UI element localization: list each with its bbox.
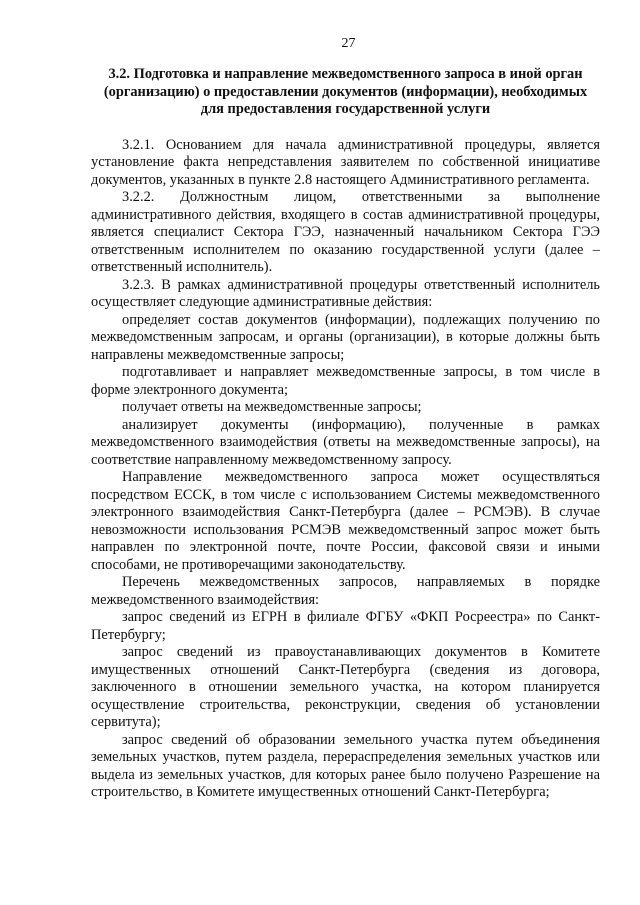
document-body	[91, 137, 600, 802]
list-item-prepare-requests: подготавливает и направляет межведомственные запросы, в том числе в форме электронного документа;	[91, 364, 600, 398]
list-item-receive-answers: получает ответы на межведомственные запросы;	[122, 399, 422, 415]
list-item-determine-documents: определяет состав документов (информации), подлежащих получению по межведомственным запросам, и органы (организации), в которые должны быть направлены межведомственные запросы;	[91, 311, 600, 363]
section-title: 3.2. Подготовка и направление межведомственного запроса в иной орган (организацию) о предоставлении документов (информации), необходимых для предоставления государственной услуги	[103, 66, 588, 117]
list-item-land-plot-request: запрос сведений об образовании земельного участка путем объединения земельных участков, путем раздела, перераспределения земельных участков или выдела из земельных участков, для которых ранее было получено Разрешение на строительство, в Комитете имущественных отношений Санкт-Петербурга;	[91, 731, 600, 800]
page-number: 27	[341, 36, 356, 51]
paragraph-3-2-2: 3.2.2. Должностным лицом, ответственными за выполнение административного действия, входящего в состав административной процедуры, является специалист Сектора ГЭЭ, назначенный начальником Сектора ГЭЭ ответственным исполнителем по оказанию государственной услуги (далее – ответственный исполнитель).	[91, 189, 600, 275]
list-item-analyze-documents: анализирует документы (информацию), полученные в рамках межведомственного взаимодействия (ответы на межведомственные запросы), на соответствие направленному межведомственному запросу.	[91, 416, 600, 468]
paragraph-request-channels: Направление межведомственного запроса может осуществляться посредством ЕССК, в том числе с использованием Системы межведомственного электронного взаимодействия Санкт-Петербурга (далее – РСМЭВ). В случае невозможности использования РСМЭВ межведомственный запрос может быть направлен по электронной почте, почте России, факсовой связи и иными способами, не противоречащими законодательству.	[91, 469, 600, 573]
paragraph-request-list-intro: Перечень межведомственных запросов, направляемых в порядке межведомственного взаимодействия:	[91, 574, 600, 608]
list-item-title-documents-request: запрос сведений из правоустанавливающих документов в Комитете имущественных отношений Санкт-Петербурга (сведения из договора, заключенного в отношении земельного участка, на котором планируется осуществление строительства, реконструкции, сведения об установлении сервитута);	[91, 644, 600, 730]
paragraph-3-2-3: 3.2.3. В рамках административной процедуры ответственный исполнитель осуществляет следующие административные действия:	[91, 276, 600, 310]
paragraph-3-2-1: 3.2.1. Основанием для начала административной процедуры, является установление факта непредставления заявителем по собственной инициативе документов, указанных в пункте 2.8 настоящего Административного регламента.	[91, 136, 600, 188]
list-item-egrn-request: запрос сведений из ЕГРН в филиале ФГБУ «ФКП Росреестра» по Санкт-Петербургу;	[91, 609, 600, 643]
